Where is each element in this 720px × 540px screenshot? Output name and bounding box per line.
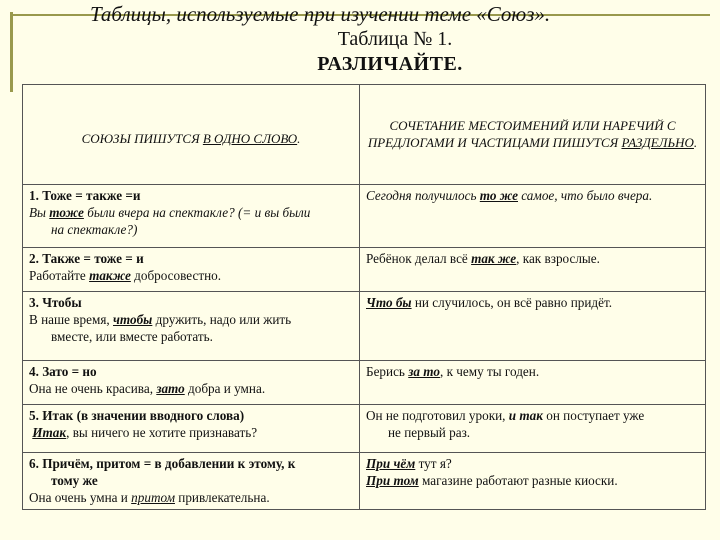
row-right: Ребёнок делал всё так же, как взрослые.: [360, 248, 706, 292]
row-right: Сегодня получилось то же самое, что было вчера.: [360, 185, 706, 248]
row-right: При чём тут я? При том магазине работают разные киоски.: [360, 453, 706, 510]
table-row: [23, 453, 706, 510]
header-right: СОЧЕТАНИЕ МЕСТОИМЕНИЙ ИЛИ НАРЕЧИЙ С ПРЕДЛОГАМИ И ЧАСТИЦАМИ ПИШУТСЯ РАЗДЕЛЬНО.: [360, 85, 706, 185]
table-row: [23, 185, 706, 248]
table-row: [23, 405, 706, 453]
row-right: Что бы ни случилось, он всё равно придёт.: [360, 292, 706, 361]
table-row: [23, 361, 706, 405]
subtitle: РАЗЛИЧАЙТЕ.: [317, 53, 463, 75]
rules-table: [22, 84, 706, 510]
row-left: 3. Чтобы В наше время, чтобы дружить, надо или жить вместе, или вместе работать.: [23, 292, 360, 361]
row-left: 1. Тоже = также =и Вы тоже были вчера на спектакле? (= и вы были на спектакле?): [23, 185, 360, 248]
page-title: Таблицы, используемые при изучении теме «Союз».: [90, 2, 551, 26]
table-number: Таблица № 1.: [337, 28, 453, 50]
table-row: [23, 248, 706, 292]
row-left: 6. Причём, притом = в добавлении к этому, к тому же Она очень умна и притом привлекательна.: [23, 453, 360, 510]
row-right: Берись за то, к чему ты годен.: [360, 361, 706, 405]
table-header-row: [23, 85, 706, 185]
table-row: [23, 292, 706, 361]
header-left: СОЮЗЫ ПИШУТСЯ В ОДНО СЛОВО.: [23, 85, 360, 185]
header: [0, 2, 720, 76]
row-right: Он не подготовил уроки, и так он поступает уже не первый раз.: [360, 405, 706, 453]
row-left: 5. Итак (в значении вводного слова) Итак, вы ничего не хотите признавать?: [23, 405, 360, 453]
row-left: 4. Зато = но Она не очень красива, зато добра и умна.: [23, 361, 360, 405]
row-left: 2. Также = тоже = и Работайте также добросовестно.: [23, 248, 360, 292]
